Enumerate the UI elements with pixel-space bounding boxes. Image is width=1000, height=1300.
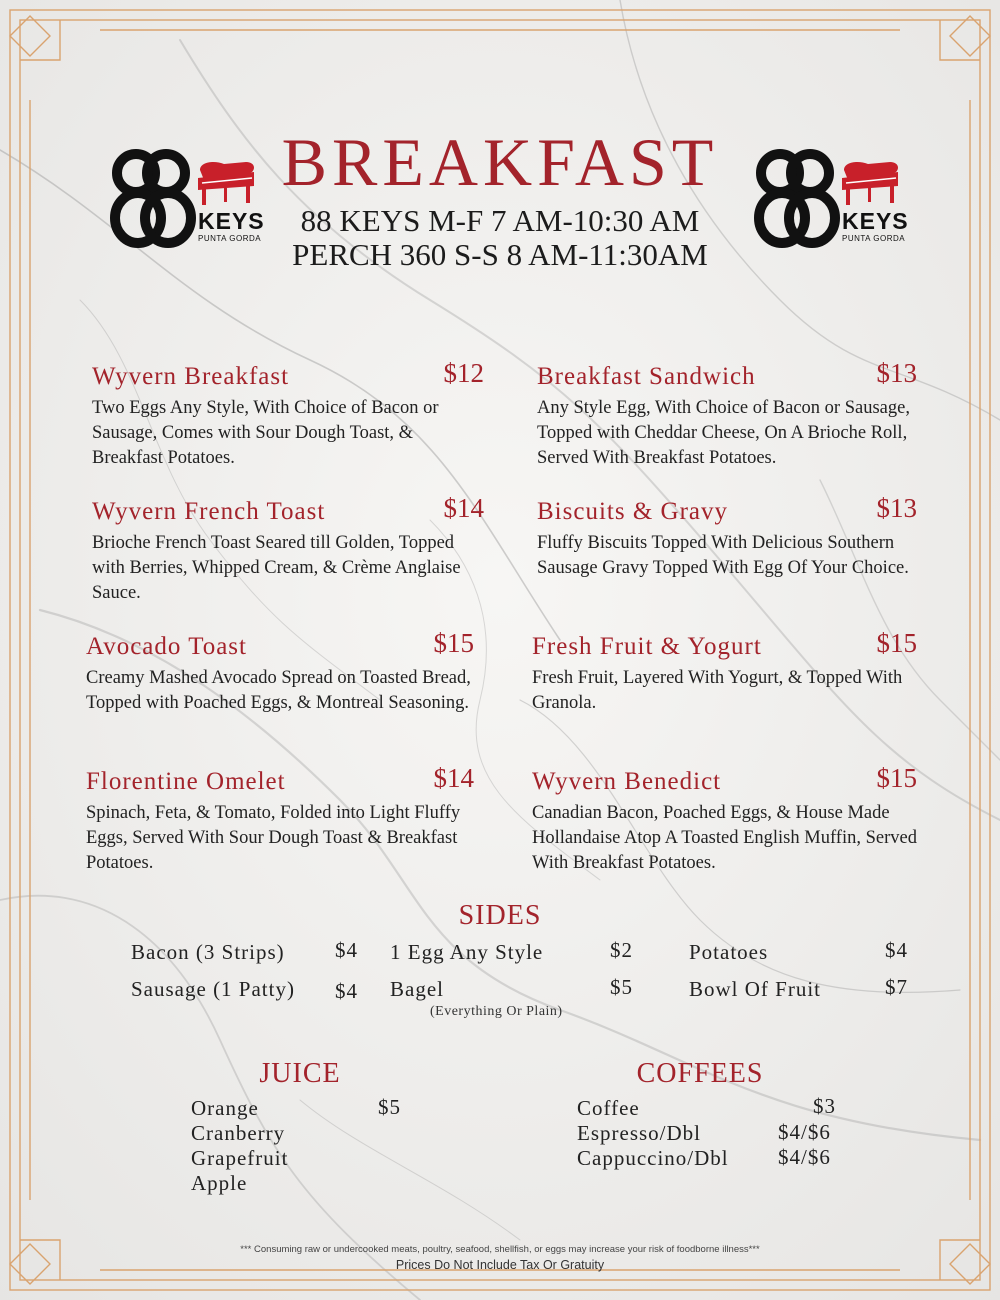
side-item-price: $4 <box>885 938 908 962</box>
88-logo-mark <box>108 146 203 251</box>
coffee-item-name: Coffee <box>577 1096 640 1120</box>
logo-keys-text: KEYS <box>842 208 909 234</box>
juice-price: $5 <box>378 1095 401 1119</box>
side-item-name: Sausage (1 Patty) <box>131 977 295 1001</box>
menu-item-description: Any Style Egg, With Choice of Bacon or Sausage, Topped with Cheddar Cheese, On A Brioche Roll, Served With Breakfast Potatoes. <box>537 398 910 468</box>
side-item-name: Potatoes <box>689 940 769 964</box>
side-item-name: Bowl Of Fruit <box>689 977 822 1001</box>
juice-item: Orange <box>191 1096 259 1120</box>
logo-location-text: PUNTA GORDA <box>842 234 906 243</box>
88-logo-mark <box>752 146 847 251</box>
juice-item: Cranberry <box>191 1121 286 1145</box>
tax-note: Prices Do Not Include Tax Or Gratuity <box>395 1258 605 1272</box>
menu-item-description: Fluffy Biscuits Topped With Delicious Southern Sausage Gravy Topped With Egg Of Your Choice. <box>537 533 909 578</box>
menu-item-name: Wyvern French Toast <box>92 498 326 525</box>
side-item-name: Bacon (3 Strips) <box>131 940 285 964</box>
menu-item-description: Spinach, Feta, & Tomato, Folded into Light Fluffy Eggs, Served With Sour Dough Toast & Breakfast Potatoes. <box>86 803 461 873</box>
coffee-item-name: Espresso/Dbl <box>577 1121 701 1145</box>
side-item-note: (Everything Or Plain) <box>430 1004 563 1019</box>
menu-item <box>532 628 917 716</box>
menu-item-name: Avocado Toast <box>86 633 247 660</box>
coffee-item-price: $4/$6 <box>778 1120 831 1144</box>
menu-item-name: Biscuits & Gravy <box>537 498 728 525</box>
menu-item <box>537 358 917 471</box>
juice-item: Apple <box>191 1171 248 1195</box>
side-item-price: $4 <box>335 938 358 962</box>
menu-item-name: Fresh Fruit & Yogurt <box>532 633 762 660</box>
logo-location-text: PUNTA GORDA <box>198 234 262 243</box>
menu-item-name: Wyvern Breakfast <box>92 363 290 390</box>
grand-piano-icon <box>838 158 904 210</box>
menu-item <box>86 628 474 716</box>
menu-item <box>92 358 484 471</box>
coffees-heading: COFFEES <box>636 1058 764 1089</box>
menu-item <box>92 493 484 606</box>
hours-block <box>250 204 750 272</box>
side-item-price: $2 <box>610 938 633 962</box>
logo-right <box>752 146 912 256</box>
menu-item <box>537 493 917 581</box>
menu-item-price: $13 <box>876 358 917 388</box>
menu-item-name: Florentine Omelet <box>86 768 286 795</box>
coffee-item-price: $3 <box>813 1094 836 1118</box>
side-item-price: $4 <box>335 979 358 1003</box>
menu-item <box>532 763 917 876</box>
coffee-item-name: Cappuccino/Dbl <box>577 1146 729 1170</box>
hours-line-perch-360: PERCH 360 S-S 8 AM-11:30AM <box>292 237 708 272</box>
coffee-item-price: $4/$6 <box>778 1145 831 1169</box>
menu-item-description: Creamy Mashed Avocado Spread on Toasted Bread, Topped with Poached Eggs, & Montreal Seasoning. <box>86 668 471 713</box>
menu-item-price: $12 <box>443 358 484 388</box>
menu-item-price: $13 <box>876 493 917 523</box>
menu-item-description: Canadian Bacon, Poached Eggs, & House Made Hollandaise Atop A Toasted English Muffin, Served With Breakfast Potatoes. <box>532 803 917 873</box>
menu-item-name: Breakfast Sandwich <box>537 363 756 390</box>
menu-item-price: $15 <box>876 763 917 793</box>
side-item-price: $5 <box>610 975 633 999</box>
menu-item-name: Wyvern Benedict <box>532 768 722 795</box>
menu-item-price: $15 <box>433 628 474 658</box>
menu-item-description: Brioche French Toast Seared till Golden, Topped with Berries, Whipped Cream, & Crème Anglaise Sauce. <box>92 533 461 603</box>
menu-item-description: Two Eggs Any Style, With Choice of Bacon or Sausage, Comes with Sour Dough Toast, & Breakfast Potatoes. <box>92 398 439 468</box>
hours-line-88-keys: 88 KEYS M-F 7 AM-10:30 AM <box>300 203 700 238</box>
menu-item-price: $14 <box>443 493 484 523</box>
menu-item-price: $15 <box>876 628 917 658</box>
logo-left <box>108 146 268 256</box>
food-safety-disclaimer: *** Consuming raw or undercooked meats, poultry, seafood, shellfish, or eggs may increase your risk of foodborne illness*** <box>240 1244 760 1255</box>
logo-keys-text: KEYS <box>198 208 265 234</box>
menu-item-description: Fresh Fruit, Layered With Yogurt, & Topped With Granola. <box>532 668 903 713</box>
side-item-name: 1 Egg Any Style <box>390 940 544 964</box>
page-title: BREAKFAST <box>281 124 719 200</box>
side-item-price: $7 <box>885 975 908 999</box>
juice-heading: JUICE <box>259 1058 341 1089</box>
side-item-name: Bagel <box>390 977 444 1001</box>
menu-item-price: $14 <box>433 763 474 793</box>
juice-item: Grapefruit <box>191 1146 289 1170</box>
sides-heading: SIDES <box>458 900 542 931</box>
menu-item <box>86 763 474 876</box>
